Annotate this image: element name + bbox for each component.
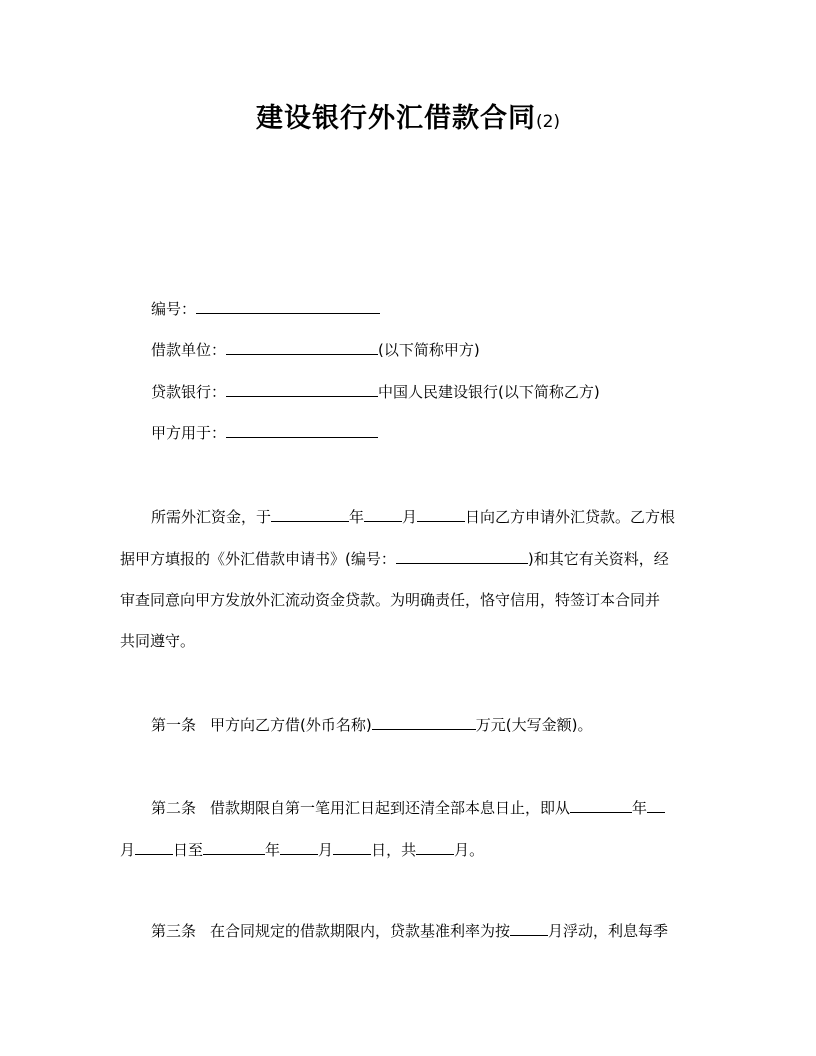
article-heading: 第一条 [151,716,197,734]
intro-text: 审查同意向甲方发放外汇流动资金贷款。为明确责任，恪守信用，特签订本合同并 [120,591,661,609]
article-text: 在合同规定的借款期限内，贷款基准利率为按 [210,922,511,940]
article-2-line-2 [120,839,700,860]
intro-text: 月 [402,508,418,526]
number-field-line [151,298,731,319]
purpose-label: 甲方用于： [151,424,227,442]
article-text: 年 [632,799,648,817]
bank-field-line [151,381,731,402]
day-blank [417,506,465,522]
float-period-blank [510,920,548,936]
number-label: 编号： [151,300,197,318]
intro-line-2 [120,548,700,569]
purpose-field-line [151,422,731,443]
article-text: 月 [120,841,136,859]
article-text: 月浮动，利息每季 [548,922,669,940]
application-number-blank [396,548,528,564]
borrower-label: 借款单位： [151,341,227,359]
intro-text: 日向乙方申请外汇贷款。乙方根 [465,508,676,526]
article-text: 借款期限自第一笔用汇日起到还清全部本息日止，即从 [210,799,571,817]
article-1 [151,714,731,735]
bank-blank [226,381,378,397]
article-text: 年 [265,841,281,859]
end-day-blank [333,839,371,855]
start-month-blank-a [647,797,665,813]
end-month-blank [280,839,318,855]
intro-text: 据甲方填报的《外汇借款申请书》(编号： [120,550,396,568]
intro-line-3 [120,590,700,610]
borrower-suffix: (以下简称甲方) [378,341,480,359]
article-3 [151,920,731,941]
article-text: 日，共 [371,841,417,859]
article-text: 日至 [173,841,204,859]
article-text: 万元(大写金额)。 [475,716,593,734]
intro-line-4 [120,631,700,651]
start-day-blank [135,839,173,855]
borrower-field-line [151,339,731,360]
article-text: 月 [318,841,334,859]
bank-label: 贷款银行： [151,383,227,401]
title-main: 建设银行外汇借款合同 [255,103,536,134]
intro-text: )和其它有关资料，经 [527,550,669,568]
intro-text: 共同遵守。 [120,632,196,650]
month-blank [364,506,402,522]
total-months-blank [416,839,454,855]
end-year-blank [203,839,265,855]
bank-suffix: 中国人民建设银行(以下简称乙方) [378,383,600,401]
article-2-line-1 [151,797,731,818]
intro-text: 所需外汇资金，于 [151,508,272,526]
intro-text: 年 [349,508,365,526]
intro-line-1 [151,506,731,527]
start-year-blank [570,797,632,813]
article-text: 月。 [454,841,485,859]
year-blank [271,506,349,522]
document-title [0,96,816,135]
article-heading: 第三条 [151,922,197,940]
title-suffix: (2) [535,112,561,132]
number-blank [196,298,380,314]
currency-amount-blank [372,714,476,730]
article-text: 甲方向乙方借(外币名称) [210,716,372,734]
article-heading: 第二条 [151,799,197,817]
borrower-blank [226,339,378,355]
purpose-blank [226,422,378,438]
